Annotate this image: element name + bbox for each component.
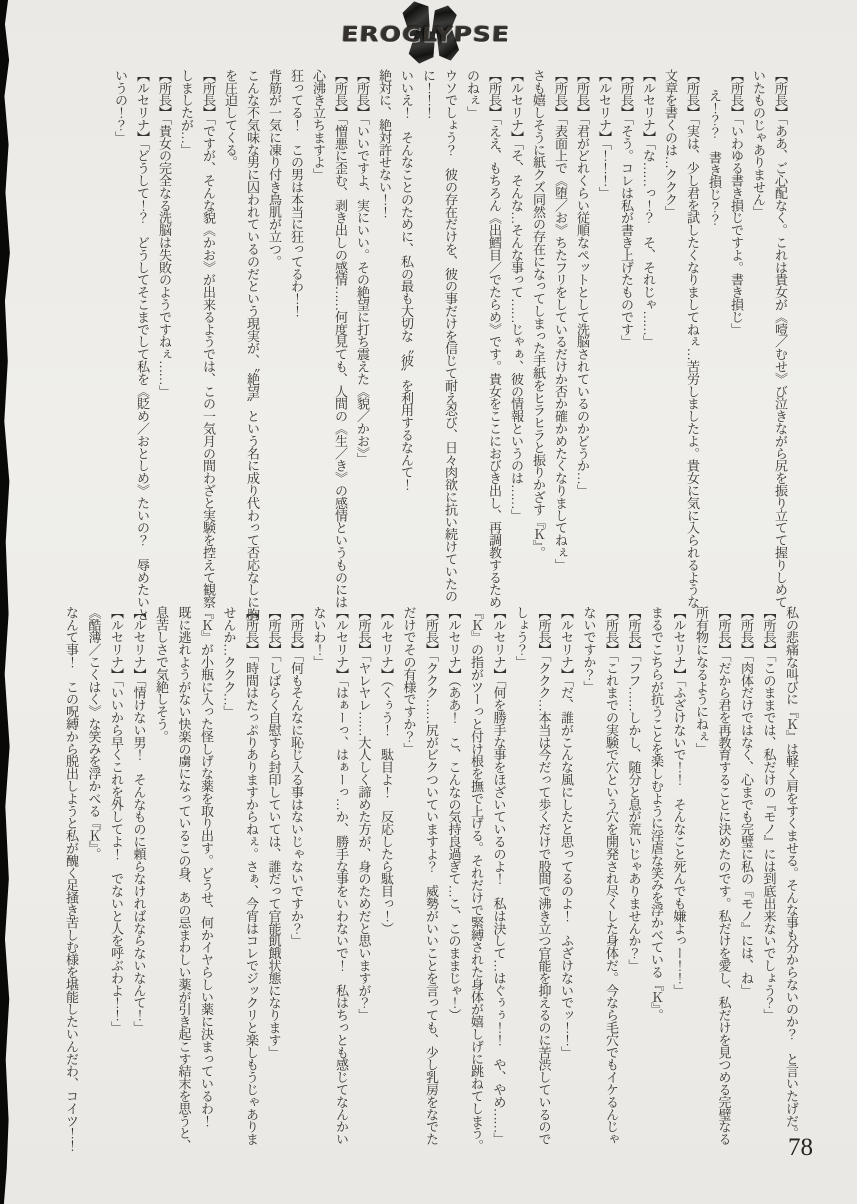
text-line: いうの！？」: [113, 69, 128, 144]
text-block-bottom: [60, 606, 803, 1156]
text-line: いいえ！ そんなことのために、私の最も大切な〝彼〟を利用するなんて！: [399, 69, 414, 491]
logo-title: EROCLYPSE: [340, 22, 511, 47]
text-line: 【所長】「実は、少し君を試したくなりましてねぇ…苦労しましたよ。貴女に気に入られるような: [685, 69, 700, 609]
text-line: 【所長】「何もそんなに恥じ入る事はないじゃないですか？」: [289, 606, 304, 947]
text-line: 【所長】「フフ……しかし、随分と息が荒いじゃありませんか？」: [626, 606, 642, 972]
text-line: 『Ｋ』の指がツーっと付け根を撫で上げる。それだけで緊縛された身体が嬉しげに跳ねてしまう。: [469, 606, 484, 1152]
text-line: 【ルセリナ】（くぅう！ 駄目よ！ 反応したら駄目っ！）: [379, 606, 394, 935]
text-line: 【ルセリナ】「だ、誰がこんな風にしたと思ってるのよ！ ふざけないでッ！！」: [559, 606, 574, 1059]
text-line: 【所長】「このままでは、私だけの『モノ』には到底出来ないでしょう？」: [761, 606, 777, 1022]
text-line: に！！！: [421, 69, 436, 119]
text-line: 【所長】「しばらく自慰すら封印していては、誰だって官能飢餓状態になります」: [266, 606, 282, 1059]
text-line: 【所長】「ですが、そんな貌《かお》が出来るようでは、この一気月の間わざと実験を控えて観察: [201, 69, 216, 609]
text-line: 文章を書くのは…ククク」: [663, 69, 678, 218]
text-line: 【ルセリナ】「ふざけないで！！ そんなこと死んでも嫌よっー！！」: [671, 606, 687, 997]
text-line: ないわ！」: [311, 606, 327, 669]
text-line: 【所長】「時間はたっぷりありますからねぇ。さぁ、今宵はコレでジックリと楽しもうじゃありま: [244, 606, 259, 1146]
text-line: 私の悲痛な叫びに『Ｋ』は軽く肩をすくませる。そんな事も分からないのか？ と言いたげだ。: [784, 606, 799, 1140]
text-line: 背筋が一気に凍り付き鳥肌が立つ。: [267, 69, 282, 268]
text-line: のねぇ」: [465, 69, 480, 119]
text-line: 【所長】「これまでの実験で穴という穴を開発され尽くした身体だ。今なら毛穴でもイケるんじゃ: [604, 606, 619, 1146]
text-line: 【ルセリナ】「！！！」: [597, 69, 612, 199]
text-line: 【ルセリナ】「何を勝手な事をほざいているのよ！ 私は決して…はぐぅぅ！！ や、やめ……」: [491, 606, 507, 1146]
text-line: 狂ってる！ この男は本当に狂ってるわ！！: [289, 69, 304, 318]
text-line: ウソでしょう？ 彼の存在だけを、彼の事だけを信じて耐え忍び、日々肉欲に抗い続けていたの: [443, 69, 458, 603]
text-line: 心沸き立ちますよ」: [311, 69, 326, 181]
text-line: 《酷薄／こくはく》な笑みを浮かべる『Ｋ』。: [86, 606, 102, 860]
text-line: いたものじゃありません」: [751, 69, 766, 218]
text-line: 【ルセリナ】「そ、そんな…そんな事って……じゃぁ、彼の情報というのは……」: [509, 69, 524, 522]
text-line: 所有物になるようにねぇ」: [694, 606, 709, 755]
text-line: まるでこちらが抗うことを楽しむように淫虐な笑みを浮かべている『Ｋ』。: [649, 606, 664, 1022]
text-line: 【所長】「肉体だけではなく、心までも完璧に私の『モノ』には、ね」: [739, 606, 754, 997]
text-line: 【所長】「貴女の完全なる洗脳は失敗のようですねぇ……」: [157, 69, 172, 398]
text-line: 【所長】「ククク……尻がビクついていますよ？ 威勢がいいことを言っても、少し乳房をなでた: [424, 606, 439, 1146]
text-line: 【ルセリナ】「な……っ！？ そ、それじゃ……」: [641, 69, 656, 348]
text-line: しょう？」: [514, 606, 529, 669]
text-line: ないですか？」: [581, 606, 597, 693]
text-line: え！？？ 書き損じ？？: [707, 88, 722, 225]
text-line: しましたが…」: [179, 69, 194, 156]
scan-edge-artifact: [0, 0, 13, 1204]
text-line: 【ルセリナ】「情けない男！ そんなものに頼らなければならないなんて！」: [131, 606, 147, 1034]
text-line: 【ルセリナ】「はぁーっ、はぁーっ…か、勝手な事をいわないで！ 私はちっとも感じてなんかい: [334, 606, 349, 1146]
text-line: 【所長】「そう。コレは私が書き上げたものです」: [619, 69, 634, 348]
text-line: 【所長】「ああ、ご心配なく。これは貴女が《噎／むせ》び泣きながら尻を振り立てて握りしめて: [773, 69, 788, 609]
text-line: 絶対に、絶対許せない！！: [377, 69, 392, 218]
text-line: 【所長】「表面上で《堕／お》ちたフリをしているだけか否か確かめたくなりましてねぇ」: [553, 69, 568, 571]
text-line: 息苦しさで気絶しそう。: [154, 606, 169, 743]
text-block-top: [109, 69, 791, 621]
text-line: 【所長】「いわゆる書き損じですよ。書き損じ」: [729, 69, 744, 336]
text-line: なんて事！ この呪縛から脱出しようと私が醜く足掻き苦しむ様を堪能したいんだわ、コイツ！！: [64, 606, 79, 1152]
text-line: 【ルセリナ】「どうして！？ どうしてそこまでして私を《貶め／おとしめ》たいの？ 辱めたいと: [135, 69, 150, 621]
page-number: 78: [788, 1134, 813, 1161]
text-line: さも嬉しそうに紙クズ同然の存在になってしまった手紙をヒラヒラと振りかざす『Ｋ』。: [531, 69, 546, 559]
text-line: 【所長】「ククク…本当は今だって歩くだけで股間で沸き立つ官能を抑えるのに苦渋しているので: [536, 606, 552, 1146]
text-line: 『Ｋ』が小瓶に入った怪しげな薬を取り出す。どうせ、何かイヤらしい薬に決まっているわ！: [199, 606, 214, 1127]
text-line: 【所長】「ええ、もちろん《出鱈目／でたらめ》です。貴女をここにおびき出し、再調教するため: [487, 69, 502, 609]
text-line: 【所長】「いいですよ、実にいい。その絶望に打ち震えた《貌／かお》」: [355, 69, 370, 466]
text-line: こんな不気味な男に囚われているのだという現実が、〝絶望〟という名に成り代わって否応なしに胸: [245, 69, 260, 621]
text-line: を圧迫してくる。: [223, 69, 238, 169]
text-line: 【所長】「ヤレヤレ……大人しく諦めた方が、身のためだと思いますが？」: [356, 606, 372, 1022]
text-line: 【所長】「君がどれくらい従順なペットとして洗脳されているのかどうか…」: [575, 69, 590, 497]
text-line: 【ルセリナ】（ああ！ こ、こんなの気持良過ぎて…こ、このままじゃ！）: [446, 606, 462, 1022]
text-line: 【所長】「だから君を再教育することに決めたのです。私だけを愛し、私だけを見つめる完璧なる: [716, 606, 732, 1146]
logo: [336, 2, 516, 64]
text-line: だけでその有様ですか？」: [401, 606, 417, 755]
text-line: 既に逃れようがない快楽の虜になっているこの身、あの忌まわしい薬が引き起こす結末を思うと、: [176, 606, 192, 1152]
text-line: せんか…ククク…」: [221, 606, 237, 718]
text-line: 【ルセリナ】「いいから早くこれを外してよ！ でないと人を呼ぶわよ！！」: [109, 606, 124, 1034]
text-line: 【所長】「憎悪に歪む、剥き出しの感情……何度見ても、人間の《生／き》の感情というものには: [333, 69, 348, 609]
